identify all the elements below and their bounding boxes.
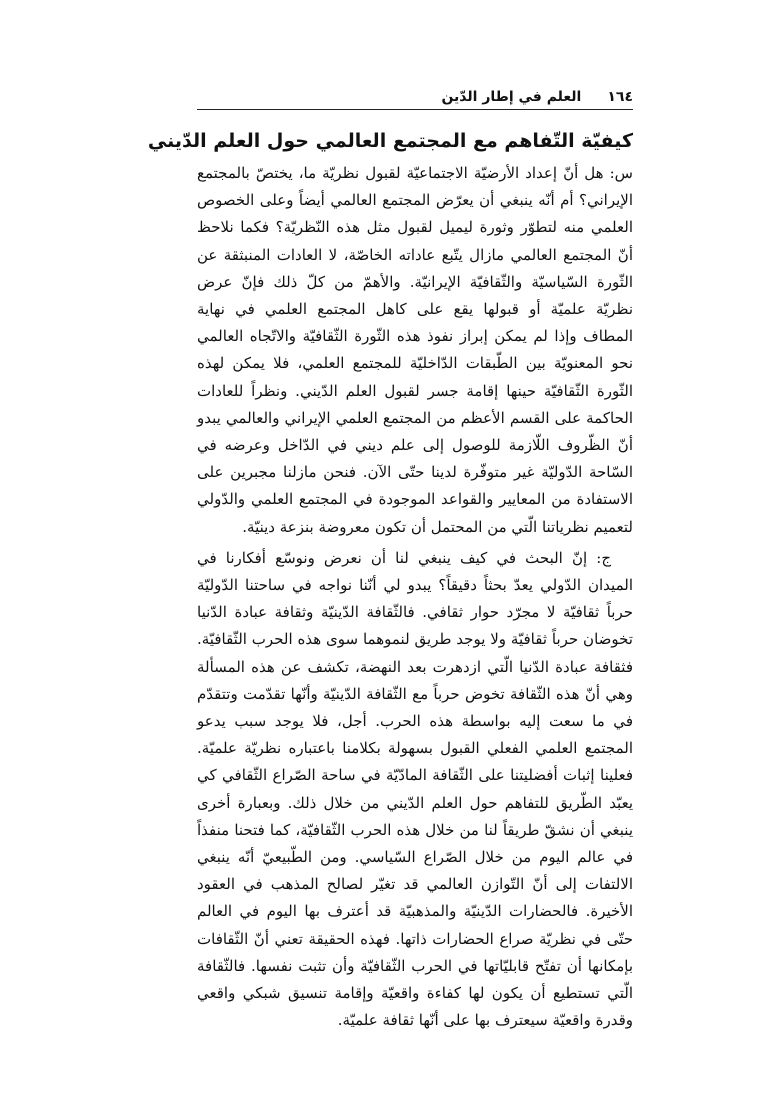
section-title: كيفيّة التّفاهم مع المجتمع العالمي حول العلم الدّيني	[147, 130, 633, 152]
page-number: ١٦٤	[607, 89, 633, 105]
header-divider	[197, 109, 633, 110]
question-paragraph: س: هل أنّ إعداد الأرضيّة الاجتماعيّة لقبول نظريّة ما، يختصّ بالمجتمع الإيراني؟ أم أنّه ينبغي أن يعرّض المجتمع العالمي أيضاً وعلى الخصوص العلمي منه لتطوّر وثورة ليميل لقبول مثل هذه النّظريّة؟ فكما نلاحظ أنّ المجتمع العالمي مازال يتّبع عاداته الخاصّة، لا العادات المنبثقة عن الثّورة السّياسيّة والثّقافيّة الإيرانيّة. والأهمّ من كلّ ذلك فإنّ عرض نظريّة علميّة أو قبولها يقع على كاهل المجتمع العلمي في نهاية المطاف وإذا لم يمكن إبراز نفوذ هذه الثّورة الثّقافيّة والاتّجاه العالمي نحو المعنويّة بين الطّبقات الدّاخليّة للمجتمع العلمي، فلا يمكن لهذه الثّورة الثّقافيّة حينها إقامة جسر لقبول العلم الدّيني. ونظراً للعادات الحاكمة على القسم الأعظم من المجتمع العلمي الإيراني والعالمي يبدو أنّ الظّروف اللّازمة للوصول إلى علم ديني في الدّاخل وعرضه في السّاحة الدّوليّة غير متوفّرة لدينا حتّى الآن. فنحن مازلنا مجبرين على الاستفادة من المعايير والقواعد الموجودة في المجتمع العلمي والدّولي لتعميم نظرياتنا الّتي من المحتمل أن تكون معروضة بنزعة دينيّة.	[197, 164, 633, 536]
answer-paragraph: ج: إنّ البحث في كيف ينبغي لنا أن نعرض ونوسّع أفكارنا في الميدان الدّولي يعدّ بحثاً دقيقاً؟ يبدو لي أنّنا نواجه في ساحتنا الدّوليّة حرباً ثقافيّة لا مجرّد حوار ثقافي. فالثّقافة الدّينيّة وثقافة عبادة الدّنيا تخوضان حرباً ثقافيّة ولا يوجد طريق لنموهما سوى هذه الحرب الثّقافيّة. فثقافة عبادة الدّنيا الّتي ازدهرت بعد النهضة، تكشف عن هذه المسألة وهي أنّ هذه الثّقافة تخوض حرباً مع الثّقافة الدّينيّة وأنّها تقدّمت وتتقدّم في ما سعت إليه بواسطة هذه الحرب. أجل، فلا يوجد سبب يدعو المجتمع العلمي الفعلي القبول بسهولة بكلامنا باعتباره نظريّة علميّة. فعلينا إثبات أفضليتنا على الثّقافة المادّيّة في ساحة الصّراع الثّقافي كي يعبّد الطّريق للتفاهم حول العلم الدّيني من خلال ذلك. وبعبارة أخرى ينبغي أن نشقّ طريقاً لنا من خلال هذه الحرب الثّقافيّة، كما فتحنا منفذاً في عالم اليوم من خلال الصّراع السّياسي. ومن الطّبيعيّ أنّه ينبغي الالتفات إلى أنّ التّوازن العالمي قد تغيّر لصالح المذهب في العقود الأخيرة. فالحضارات الدّينيّة والمذهبيّة قد أعترف بها اليوم في العالم حتّى في نظريّة صراع الحضارات ذاتها. فهذه الحقيقة تعني أنّ الثّقافات بإمكانها أن تفتّح قابليّاتها في الحرب الثّقافيّة وأن تثبت نفسها. فالثّقافة الّتي تستطيع أن يكون لها كفاءة واقعيّة وإقامة تنسيق شبكي واقعي وقدرة واقعيّة سيعترف بها على أنّها ثقافة علميّة.	[197, 548, 633, 1030]
book-title: العلم في إطار الدّين	[441, 89, 582, 105]
running-header	[197, 86, 633, 108]
body-text	[197, 160, 633, 1035]
